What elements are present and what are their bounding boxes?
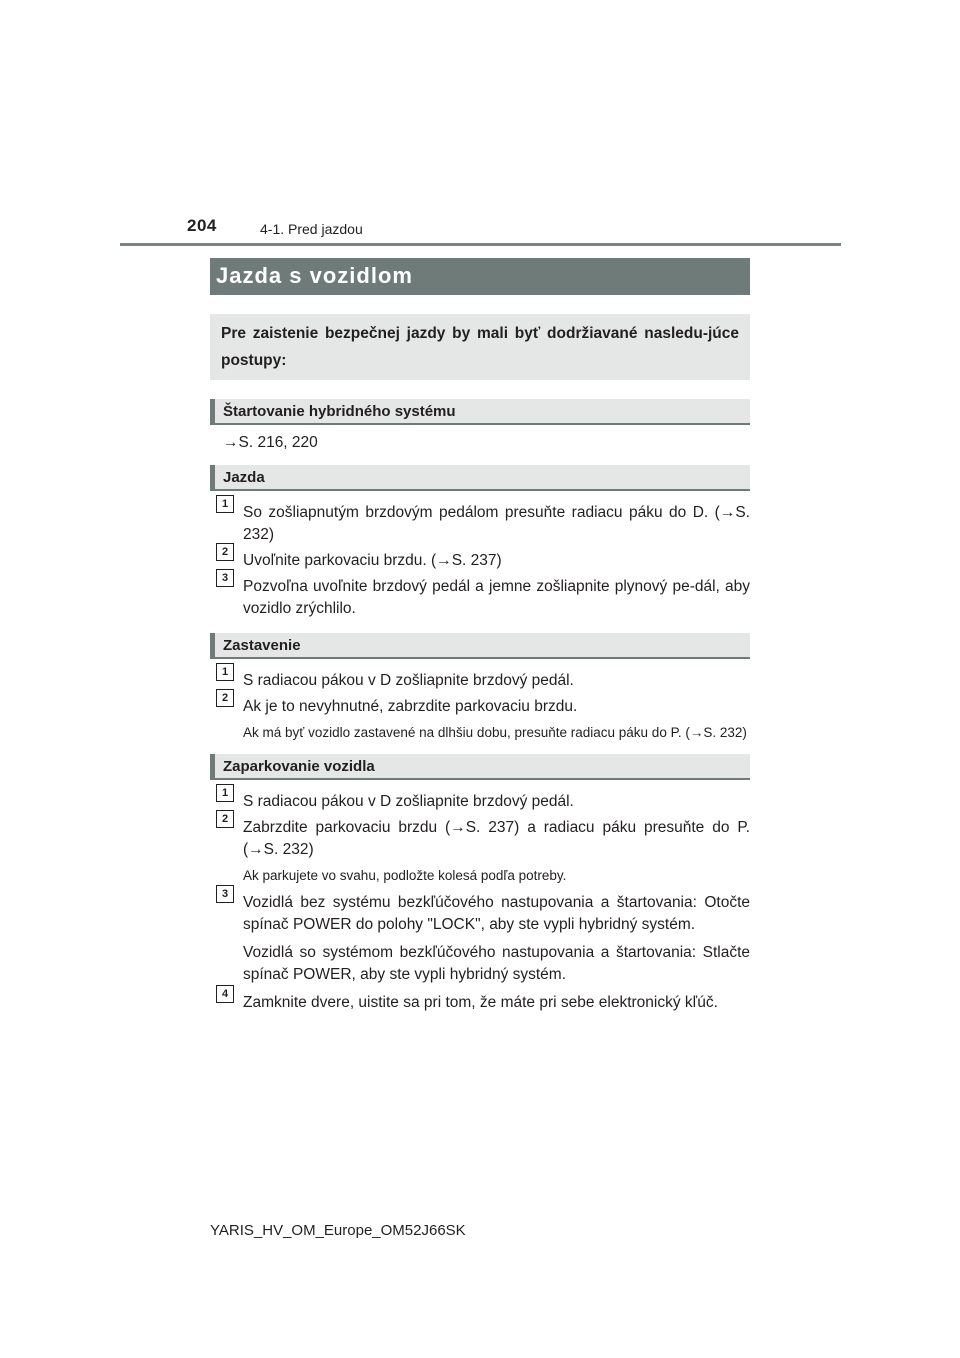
step-number: 3 bbox=[216, 885, 234, 903]
list-item bbox=[210, 498, 750, 546]
step-number: 1 bbox=[216, 663, 234, 681]
step-text: Zamknite dvere, uistite sa pri tom, že máte pri sebe elektronický kľúč. bbox=[243, 994, 718, 1011]
note-text: Ak má byť vozidlo zastavené na dlhšiu dobu, presuňte radiacu páku do P. (→S. 232) bbox=[243, 725, 747, 740]
step-text: Pozvoľna uvoľnite brzdový pedál a jemne zošliapnite plynový pe-dál, aby vozidlo zrýchlilo. bbox=[243, 578, 750, 617]
step-text: Ak je to nevyhnutné, zabrzdite parkovaciu brzdu. bbox=[243, 698, 578, 715]
step-number: 2 bbox=[216, 810, 234, 828]
list-item bbox=[210, 787, 750, 813]
step-text: Uvoľnite parkovaciu brzdu. (→S. 237) bbox=[243, 552, 502, 569]
step-text: Zabrzdite parkovaciu brzdu (→S. 237) a radiacu páku presuňte do P. (→S. 232) bbox=[243, 819, 750, 858]
section-label: 4-1. Pred jazdou bbox=[260, 221, 363, 237]
list-item bbox=[210, 666, 750, 692]
step-number: 4 bbox=[216, 985, 234, 1003]
section-reference: →S. 216, 220 bbox=[223, 434, 318, 451]
section-heading-parking: Zaparkovanie vozidla bbox=[210, 754, 750, 780]
intro-text: Pre zaistenie bezpečnej jazdy by mali byť dodržiavané nasledu-júce postupy: bbox=[210, 314, 750, 380]
page-title: Jazda s vozidlom bbox=[210, 258, 750, 295]
step-text: S radiacou pákou v D zošliapnite brzdový pedál. bbox=[243, 672, 574, 689]
step-text: S radiacou pákou v D zošliapnite brzdový pedál. bbox=[243, 793, 574, 810]
list-item bbox=[210, 988, 750, 1014]
list-item bbox=[210, 692, 750, 718]
list-item bbox=[210, 813, 750, 861]
step-text: Vozidlá bez systému bezkľúčového nastupovania a štartovania: Otočte spínač POWER do polohy "LOCK", aby ste vypli hybridný systém. bbox=[243, 894, 750, 933]
footer-code: YARIS_HV_OM_Europe_OM52J66SK bbox=[210, 1222, 466, 1239]
step-number: 2 bbox=[216, 689, 234, 707]
section-heading-driving: Jazda bbox=[210, 465, 750, 491]
list-item bbox=[210, 572, 750, 620]
content bbox=[210, 258, 750, 1014]
list-item bbox=[210, 888, 750, 936]
step-number: 1 bbox=[216, 784, 234, 802]
step-number: 3 bbox=[216, 569, 234, 587]
step-number: 2 bbox=[216, 543, 234, 561]
section-heading-starting: Štartovanie hybridného systému bbox=[210, 399, 750, 425]
section-heading-stopping: Zastavenie bbox=[210, 633, 750, 659]
header-divider bbox=[120, 243, 841, 246]
list-item bbox=[210, 546, 750, 572]
step-text: So zošliapnutým brzdovým pedálom presuňte radiacu páku do D. (→S. 232) bbox=[243, 504, 750, 543]
step-number: 1 bbox=[216, 495, 234, 513]
note-text: Ak parkujete vo svahu, podložte kolesá podľa potreby. bbox=[243, 868, 567, 883]
extra-paragraph: Vozidlá so systémom bezkľúčového nastupovania a štartovania: Stlačte spínač POWER, aby ste vypli hybridný systém. bbox=[243, 944, 750, 983]
page-number: 204 bbox=[187, 216, 217, 235]
